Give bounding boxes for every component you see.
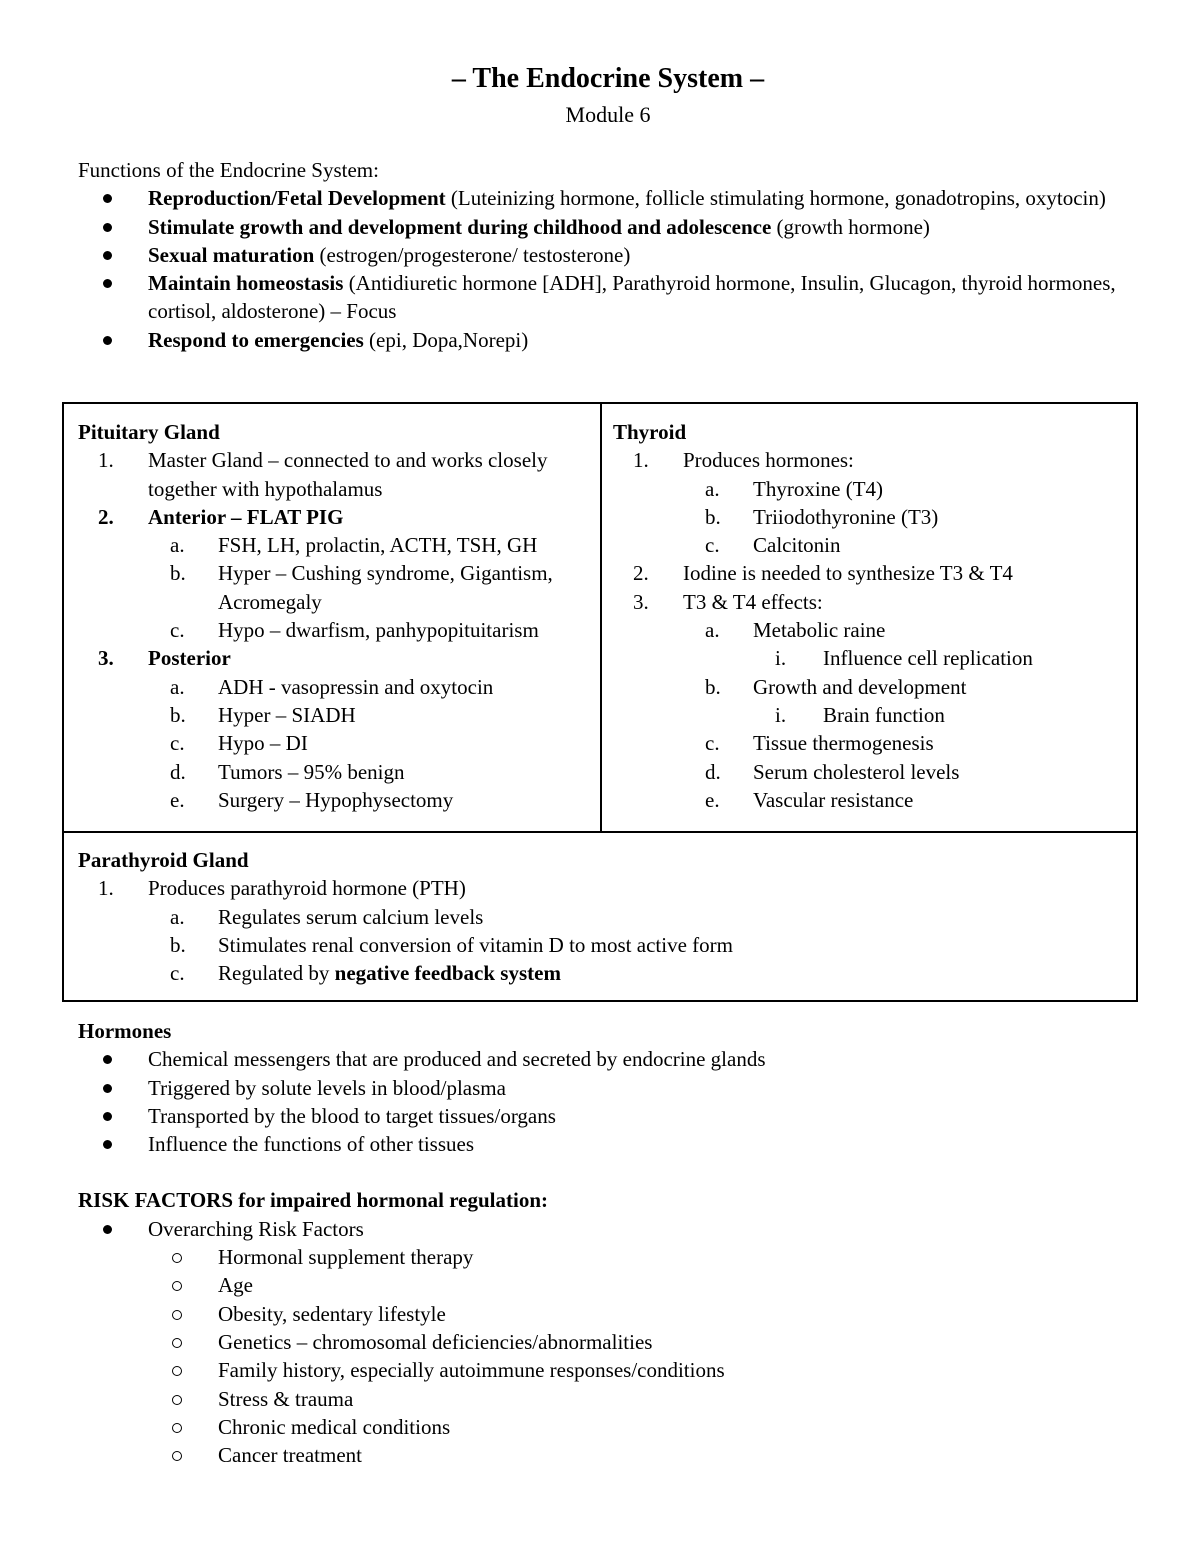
item-text: Anterior – FLAT PIG — [148, 504, 344, 529]
list-item — [613, 503, 1128, 531]
item-text: Metabolic raine — [753, 618, 886, 643]
list-item — [78, 1215, 1138, 1243]
list-item — [78, 1385, 1138, 1413]
item-text: T3 & T4 effects: — [683, 589, 823, 614]
list-item — [78, 184, 1138, 212]
item-text: (Antidiuretic hormone [ADH], Parathyroid hormone, Insulin, Glucagon, thyroid hormones, cortisol, aldosterone) – Focus — [148, 271, 1116, 324]
item-text: (growth hormone) — [771, 214, 930, 239]
bullet-icon — [103, 194, 112, 203]
list-item — [78, 241, 1138, 269]
circle-bullet-icon — [172, 1451, 182, 1461]
item-text: Produces parathyroid hormone (PTH) — [148, 876, 466, 901]
list-item — [78, 326, 1138, 354]
list-item — [78, 673, 593, 701]
functions-intro: Functions of the Endocrine System: — [78, 158, 379, 182]
list-item — [613, 531, 1128, 559]
item-text: Age — [218, 1273, 253, 1298]
list-item — [78, 903, 1118, 931]
item-bold: Stimulate growth and development during childhood and adolescence — [148, 214, 772, 239]
item-text: (Luteinizing hormone, follicle stimulating hormone, gonadotropins, oxytocin) — [445, 186, 1106, 211]
list-item — [613, 786, 1128, 814]
item-text: Surgery – Hypophysectomy — [218, 787, 454, 812]
item-letter: e. — [705, 787, 720, 812]
item-letter: b. — [170, 561, 186, 586]
item-text: Cancer treatment — [218, 1443, 363, 1468]
circle-bullet-icon — [172, 1253, 182, 1263]
list-item — [613, 701, 1128, 729]
bullet-icon — [103, 1112, 112, 1121]
bullet-icon — [103, 336, 112, 345]
list-item — [78, 1243, 1138, 1271]
item-letter: b. — [170, 932, 186, 957]
item-letter: a. — [170, 533, 185, 558]
bullet-icon — [103, 251, 112, 260]
list-item — [613, 588, 1128, 616]
list-item — [78, 616, 593, 644]
item-number: 1. — [98, 876, 114, 901]
list-item — [78, 1328, 1138, 1356]
spacer — [78, 1158, 1138, 1186]
list-item — [78, 701, 593, 729]
item-letter: c. — [705, 731, 720, 756]
item-letter: a. — [705, 618, 720, 643]
item-text: Stress & trauma — [218, 1386, 354, 1411]
circle-bullet-icon — [172, 1366, 182, 1376]
bullet-icon — [103, 223, 112, 232]
item-text: ADH - vasopressin and oxytocin — [218, 674, 494, 699]
lower-section — [78, 1017, 1138, 1469]
list-item — [78, 786, 593, 814]
list-item — [78, 1074, 1138, 1102]
item-letter: a. — [170, 674, 185, 699]
item-letter: b. — [705, 674, 721, 699]
list-item — [78, 1356, 1138, 1384]
item-bold: negative feedback system — [334, 961, 561, 986]
table-divider — [64, 831, 1136, 833]
circle-bullet-icon — [172, 1281, 182, 1291]
list-item — [78, 213, 1138, 241]
pituitary-cell — [78, 418, 593, 814]
item-text: Produces hormones: — [683, 448, 854, 473]
item-text: Hypo – dwarfism, panhypopituitarism — [218, 618, 539, 643]
table-divider — [600, 404, 602, 832]
list-item — [78, 446, 593, 503]
list-item — [613, 616, 1128, 644]
item-text: Master Gland – connected to and works closely together with hypothalamus — [148, 448, 548, 501]
item-text: Growth and development — [753, 674, 967, 699]
item-bold: Sexual maturation — [148, 242, 315, 267]
item-text: Hyper – SIADH — [218, 702, 356, 727]
bullet-icon — [103, 1140, 112, 1149]
item-letter: c. — [170, 618, 185, 643]
item-text: Obesity, sedentary lifestyle — [218, 1301, 446, 1326]
page-body — [78, 60, 1138, 354]
item-number: 2. — [98, 504, 114, 529]
list-item — [78, 874, 1118, 902]
list-item — [78, 1130, 1138, 1158]
item-text: (estrogen/progesterone/ testosterone) — [314, 242, 631, 267]
item-number: 2. — [633, 561, 649, 586]
item-text: Hypo – DI — [218, 731, 308, 756]
item-text: Stimulates renal conversion of vitamin D to most active form — [218, 932, 733, 957]
parathyroid-cell — [78, 846, 1118, 987]
thyroid-heading: Thyroid — [613, 420, 687, 444]
item-text: (epi, Dopa,Norepi) — [363, 327, 529, 352]
item-text: Regulated by — [218, 961, 335, 986]
pituitary-heading: Pituitary Gland — [78, 420, 220, 444]
item-letter: b. — [170, 702, 186, 727]
item-letter: a. — [170, 904, 185, 929]
item-text: Overarching Risk Factors — [148, 1216, 364, 1241]
item-text: Triiodothyronine (T3) — [753, 504, 939, 529]
item-text: Chemical messengers that are produced and secreted by endocrine glands — [148, 1047, 766, 1072]
list-item — [613, 729, 1128, 757]
list-item — [78, 1102, 1138, 1130]
list-item — [78, 1413, 1138, 1441]
page-subtitle: Module 6 — [565, 102, 651, 127]
list-item — [78, 1300, 1138, 1328]
gland-table — [62, 402, 1138, 1002]
list-item — [78, 758, 593, 786]
list-item — [78, 1271, 1138, 1299]
list-item — [78, 729, 593, 757]
list-item — [78, 959, 1118, 987]
circle-bullet-icon — [172, 1395, 182, 1405]
item-number: 3. — [633, 589, 649, 614]
item-text: Tissue thermogenesis — [753, 731, 934, 756]
item-letter: c. — [705, 533, 720, 558]
bullet-icon — [103, 1055, 112, 1064]
item-number: 3. — [98, 646, 114, 671]
item-text: Tumors – 95% benign — [218, 759, 405, 784]
item-letter: a. — [705, 476, 720, 501]
item-letter: d. — [170, 759, 186, 784]
page-title: – The Endocrine System – — [451, 63, 765, 94]
item-letter: e. — [170, 787, 185, 812]
item-text: Brain function — [823, 702, 945, 727]
item-number: 1. — [98, 448, 114, 473]
item-text: Influence cell replication — [823, 646, 1033, 671]
list-item — [78, 269, 1138, 326]
list-item — [613, 446, 1128, 474]
list-item — [78, 931, 1118, 959]
item-letter: d. — [705, 759, 721, 784]
item-text: Regulates serum calcium levels — [218, 904, 484, 929]
item-bold: Reproduction/Fetal Development — [148, 186, 446, 211]
list-item — [613, 758, 1128, 786]
item-roman: i. — [775, 702, 787, 727]
parathyroid-heading: Parathyroid Gland — [78, 848, 249, 872]
item-bold: Respond to emergencies — [148, 327, 364, 352]
thyroid-cell — [613, 418, 1128, 814]
list-item — [613, 673, 1128, 701]
item-text: Genetics – chromosomal deficiencies/abnormalities — [218, 1329, 653, 1354]
list-item — [613, 644, 1128, 672]
circle-bullet-icon — [172, 1338, 182, 1348]
item-text: FSH, LH, prolactin, ACTH, TSH, GH — [218, 533, 538, 558]
item-letter: b. — [705, 504, 721, 529]
item-text: Chronic medical conditions — [218, 1414, 451, 1439]
list-item — [78, 503, 593, 531]
bullet-icon — [103, 1084, 112, 1093]
item-text: Transported by the blood to target tissues/organs — [148, 1103, 556, 1128]
item-roman: i. — [775, 646, 787, 671]
item-text: Family history, especially autoimmune responses/conditions — [218, 1358, 725, 1383]
item-text: Vascular resistance — [753, 787, 914, 812]
item-text: Posterior — [148, 646, 231, 671]
item-text: Triggered by solute levels in blood/plasma — [148, 1075, 506, 1100]
circle-bullet-icon — [172, 1310, 182, 1320]
hormones-heading: Hormones — [78, 1019, 172, 1043]
item-bold: Maintain homeostasis — [148, 271, 344, 296]
item-letter: c. — [170, 961, 185, 986]
list-item — [78, 531, 593, 559]
bullet-icon — [103, 279, 112, 288]
item-number: 1. — [633, 448, 649, 473]
item-text: Influence the functions of other tissues — [148, 1132, 474, 1157]
item-text: Hyper – Cushing syndrome, Gigantism, Acromegaly — [218, 561, 553, 614]
item-text: Iodine is needed to synthesize T3 & T4 — [683, 561, 1013, 586]
list-item — [613, 559, 1128, 587]
item-letter: c. — [170, 731, 185, 756]
list-item — [78, 644, 593, 672]
item-text: Thyroxine (T4) — [753, 476, 884, 501]
risk-heading: RISK FACTORS for impaired hormonal regulation: — [78, 1188, 549, 1213]
item-text: Serum cholesterol levels — [753, 759, 960, 784]
item-text: Calcitonin — [753, 533, 841, 558]
item-text: Hormonal supplement therapy — [218, 1245, 474, 1270]
bullet-icon — [103, 1225, 112, 1234]
circle-bullet-icon — [172, 1423, 182, 1433]
list-item — [78, 1045, 1138, 1073]
functions-list — [78, 184, 1138, 354]
list-item — [613, 475, 1128, 503]
list-item — [78, 1441, 1138, 1469]
list-item — [78, 559, 593, 616]
